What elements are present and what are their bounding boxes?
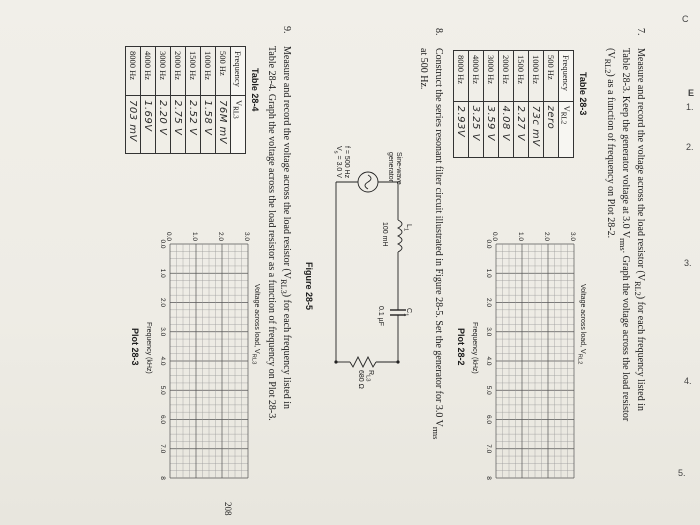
plot-28-2-ytick-label: 0.0 — [491, 231, 498, 241]
plot-28-2-xtick-label: 8 — [485, 476, 492, 480]
plot-28-2-xtick-label: 0.0 — [485, 239, 492, 249]
plot-28-3-grid — [154, 218, 254, 488]
plot-28-3-xtick-label: 8 — [159, 476, 166, 480]
plot-28-2-ytick-label: 3.0 — [569, 231, 576, 241]
plot-28-3-ytick-label: 0.0 — [165, 231, 172, 241]
inductor-label: $L_1$ — [402, 224, 412, 232]
table-28-3 — [453, 50, 574, 158]
plot-28-2-xtick-label: 7.0 — [485, 444, 492, 454]
table-row: 2000 Hz 4.08 V — [499, 51, 514, 158]
col-voltage: $V_{RL2}$ — [559, 101, 574, 157]
figure-28-5-caption: Figure 28-5 — [304, 262, 314, 311]
generator-label: Sine-wave generator — [387, 152, 402, 185]
plot-28-3-xtick-label: 0.0 — [159, 239, 166, 249]
table-row: 3000 Hz 3.59 V — [484, 51, 499, 158]
edge-fragment-1: 1. — [686, 102, 694, 112]
page-number: 208 — [223, 502, 233, 516]
inductor-value: 100 mH — [381, 222, 388, 247]
capacitor-label: $C_1$ — [402, 308, 412, 317]
generator-settings: f = 500 Hz $V_s = 3.0$ V — [332, 146, 350, 179]
resistor-label: $R_{L3}$ — [364, 370, 374, 382]
plot-28-3-xlabel: Frequency (kHz) — [145, 322, 152, 374]
plot-28-2-caption: Plot 28-2 — [456, 328, 466, 366]
table-row: 4000 Hz 3.25 V — [469, 51, 484, 158]
plot-28-3-ytick-label: 3.0 — [243, 231, 250, 241]
figure-28-5-circuit — [318, 142, 418, 402]
plot-28-2-xlabel: Frequency (kHz) — [471, 322, 478, 374]
capacitor-value: 0.1 µF — [377, 306, 384, 326]
plot-28-2-xtick-label: 6.0 — [485, 414, 492, 425]
rotated-worksheet — [10, 22, 650, 502]
table-row: 8000 Hz 703 mV — [126, 47, 141, 154]
table-row: 4000 Hz 1.69V — [141, 47, 156, 154]
question-7-text: Measure and record the voltage across the load resistor $(V_{RL2})$ for each frequency listed in Table 28-3. Keep the generator voltage at 3.0 $V_{rms}$. Graph the voltage across the load resistor $(V_{RL2})$ as a function of frequency on Plot 28-2. — [603, 48, 646, 422]
plot-28-2-xtick-label: 2.0 — [485, 297, 492, 308]
edge-number-3: 3. — [684, 258, 692, 268]
table-row: 500 Hz 76M mV — [216, 47, 231, 154]
table-row: 2000 Hz 2.75 V — [171, 47, 186, 154]
plot-28-3-xtick-label: 4.0 — [159, 356, 166, 366]
table-row: 3000 Hz 2.20 V — [156, 47, 171, 154]
plot-28-2-grid — [480, 218, 580, 488]
question-9-number: 9. — [281, 26, 292, 34]
resistor-symbol — [350, 357, 376, 367]
plot-28-3-xtick-label: 2.0 — [159, 297, 166, 308]
plot-28-3-caption: Plot 28-3 — [130, 328, 140, 366]
table-row: 1000 Hz 1.58 V — [201, 47, 216, 154]
plot-28-3-ytick-label: 2.0 — [217, 231, 224, 241]
plot-28-2-xtick-label: 5.0 — [485, 385, 492, 395]
question-8-number: 8. — [433, 28, 444, 36]
table-row: 8000 Hz 2.93V — [454, 51, 469, 158]
table-header-row — [231, 47, 246, 154]
plot-28-2-ylabel: Voltage across load, $V_{RL2}$ — [576, 284, 586, 365]
plot-28-2-xtick-label: 4.0 — [485, 356, 492, 366]
plot-28-3-xtick-label: 6.0 — [159, 414, 166, 425]
table-28-4 — [125, 46, 246, 154]
plot-28-3-xtick-label: 5.0 — [159, 385, 166, 395]
table-28-3-title: Table 28-3 — [578, 72, 588, 116]
edge-number-2: 2. — [686, 142, 694, 152]
table-row: 1500 Hz 2.27 V — [514, 51, 529, 158]
plot-28-3-xtick-label: 1.0 — [159, 268, 166, 278]
plot-28-3-ylabel: Voltage across load, $V_{RL3}$ — [250, 284, 260, 365]
table-28-4-title: Table 28-4 — [250, 68, 260, 112]
table-header-row — [559, 51, 574, 158]
edge-number-4: 4. — [684, 376, 692, 386]
plot-28-2-xtick-label: 3.0 — [485, 327, 492, 337]
plot-28-2-xtick-label: 1.0 — [485, 268, 492, 278]
col-frequency: Frequency — [231, 47, 246, 96]
plot-28-2-ytick-label: 1.0 — [517, 231, 524, 241]
edge-fragment-top: C — [682, 14, 689, 24]
question-9-text: Measure and record the voltage across the load resistor $(V_{RL3})$ for each frequency listed in Table 28-4. Graph the voltage across the load resistor as a function of frequency on Plot 28-3. — [266, 46, 292, 421]
col-frequency: Frequency — [559, 51, 574, 102]
edge-number-5: 5. — [678, 468, 686, 478]
col-voltage: $V_{RL3}$ — [231, 96, 246, 154]
inductor-symbol — [398, 220, 402, 252]
question-7-number: 7. — [635, 28, 646, 36]
resistor-value: 680 Ω — [357, 370, 364, 389]
plot-28-2-ytick-label: 2.0 — [543, 231, 550, 241]
plot-28-3-xtick-label: 7.0 — [159, 444, 166, 454]
question-8-text: Construct the series resonant filter circuit illustrated in Figure 28-5. Set the generator for 3.0 $V_{rms}$ at 500 Hz. — [418, 48, 444, 440]
plot-28-3-ytick-label: 1.0 — [191, 231, 198, 241]
edge-fragment-e: E — [688, 88, 695, 98]
table-row: 500 Hz zero — [544, 51, 559, 158]
table-row: 1500 Hz 2.52 V — [186, 47, 201, 154]
plot-28-3-xtick-label: 3.0 — [159, 327, 166, 337]
table-row: 1000 Hz 73c mV — [529, 51, 544, 158]
